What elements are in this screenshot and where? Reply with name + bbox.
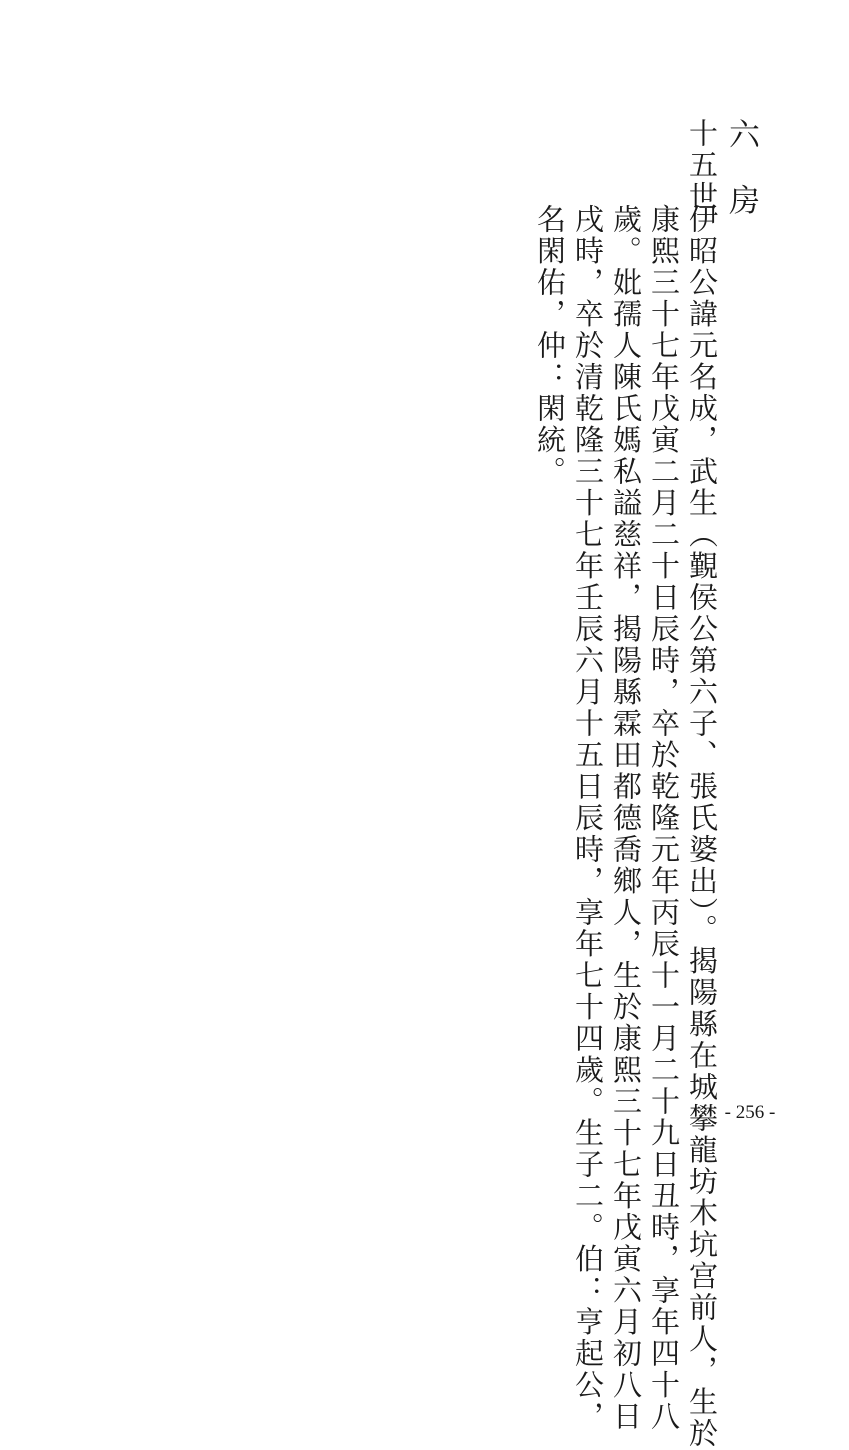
branch-heading: 六 房 <box>723 118 759 217</box>
text-column-2: 康熙三十七年戊寅二月二十日辰時，卒於乾隆元年丙辰十一月二十九日丑時，享年四十八 <box>647 204 681 1433</box>
page-number: - 256 - <box>724 1102 776 1123</box>
text-column-5: 名閑佑，仲：閑統。 <box>533 204 567 488</box>
text-column-3: 歲。妣孺人陳氏媽私謚慈祥，揭陽縣霖田都德喬鄉人，生於康熙三十七年戊寅六月初八日 <box>609 204 643 1433</box>
text-column-1: 伊昭公諱元名成，武生（覲侯公第六子、張氏婆出）。揭陽縣在城攀龍坊木坑宫前人，生於 <box>685 204 719 1450</box>
generation-label: 十五世 <box>685 118 719 213</box>
text-column-4: 戌時，卒於清乾隆三十七年壬辰六月十五日辰時，享年七十四歲。生子二。伯：亨起公， <box>571 204 605 1433</box>
